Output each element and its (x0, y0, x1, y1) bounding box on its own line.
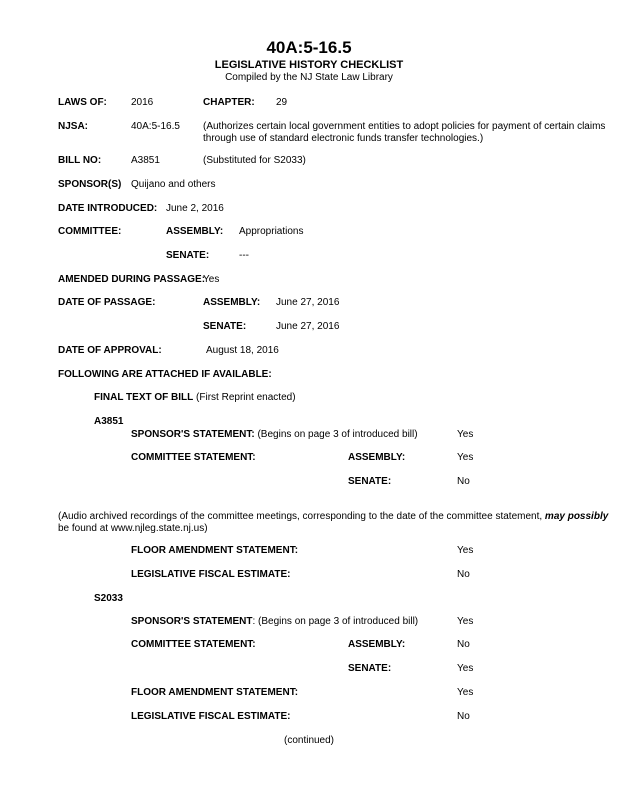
s2033-committee-statement-label: COMMITTEE STATEMENT: (131, 639, 256, 650)
bill-no-value: A3851 (131, 155, 160, 166)
s2033-senate-value: Yes (457, 663, 474, 674)
committee-senate-value: --- (239, 250, 249, 261)
a3851-fiscal-estimate-value: No (457, 569, 470, 580)
s2033-fiscal-estimate-value: No (457, 711, 470, 722)
njsa-description-line2: through use of standard electronic funds transfer technologies.) (203, 133, 484, 144)
page-title: 40A:5-16.5 (266, 38, 352, 57)
audio-note-text: (Audio archived recordings of the committee meetings, corresponding to the date of the committee statement, (58, 511, 545, 522)
a3851-assembly-label: ASSEMBLY: (348, 452, 406, 463)
a3851-senate-label: SENATE: (348, 476, 392, 487)
final-text-label: FINAL TEXT OF BILL (94, 392, 194, 403)
s2033-sponsor-statement-note: : (Begins on page 3 of introduced bill) (252, 616, 419, 627)
committee-assembly-label: ASSEMBLY: (166, 226, 224, 237)
a3851-sponsor-statement-label: SPONSOR'S STATEMENT: (131, 429, 255, 440)
passage-assembly-value: June 27, 2016 (276, 297, 340, 308)
amended-value: Yes (203, 274, 220, 285)
committee-label: COMMITTEE: (58, 226, 122, 237)
s2033-assembly-value: No (457, 639, 470, 650)
njsa-description-line1: (Authorizes certain local government entities to adopt policies for payment of certain claims (203, 121, 606, 132)
bill-no-label: BILL NO: (58, 155, 102, 166)
committee-assembly-value: Appropriations (239, 226, 304, 237)
audio-note-line1 (58, 511, 608, 523)
a3851-sponsor-statement-row (131, 429, 418, 441)
committee-senate-label: SENATE: (166, 250, 210, 261)
a3851-floor-amendment-label: FLOOR AMENDMENT STATEMENT: (131, 545, 299, 556)
passage-assembly-label: ASSEMBLY: (203, 297, 261, 308)
a3851-assembly-value: Yes (457, 452, 474, 463)
date-of-passage-label: DATE OF PASSAGE: (58, 297, 156, 308)
passage-senate-value: June 27, 2016 (276, 321, 340, 332)
chapter-label: CHAPTER: (203, 97, 255, 108)
s2033-sponsor-statement-label: SPONSOR'S STATEMENT (131, 616, 253, 627)
date-introduced-value: June 2, 2016 (166, 203, 224, 214)
final-text-row (94, 392, 296, 404)
a3851-committee-statement-label: COMMITTEE STATEMENT: (131, 452, 256, 463)
sponsors-value: Quijano and others (131, 179, 216, 190)
s2033-sponsor-statement-value: Yes (457, 616, 474, 627)
laws-of-value: 2016 (131, 97, 154, 108)
s2033-fiscal-estimate-label: LEGISLATIVE FISCAL ESTIMATE: (131, 711, 291, 722)
amended-label: AMENDED DURING PASSAGE: (58, 274, 206, 285)
a3851-sponsor-statement-value: Yes (457, 429, 474, 440)
s2033-floor-amendment-value: Yes (457, 687, 474, 698)
s2033-sponsor-statement-row (131, 616, 418, 628)
audio-note-emphasis: may possibly (544, 511, 609, 522)
bill-no-note: (Substituted for S2033) (203, 155, 306, 166)
sponsors-label: SPONSOR(S) (58, 179, 122, 190)
final-text-note: (First Reprint enacted) (196, 392, 296, 403)
a3851-senate-value: No (457, 476, 470, 487)
laws-of-label: LAWS OF: (58, 97, 107, 108)
a3851-fiscal-estimate-label: LEGISLATIVE FISCAL ESTIMATE: (131, 569, 291, 580)
a3851-floor-amendment-value: Yes (457, 545, 474, 556)
a3851-sponsor-statement-note: (Begins on page 3 of introduced bill) (257, 429, 418, 440)
s2033-label: S2033 (94, 593, 123, 604)
date-of-approval-label: DATE OF APPROVAL: (58, 345, 162, 356)
njsa-label: NJSA: (58, 121, 89, 132)
audio-note-line2: be found at www.njleg.state.nj.us) (58, 523, 208, 534)
chapter-value: 29 (276, 97, 288, 108)
date-introduced-label: DATE INTRODUCED: (58, 203, 158, 214)
njsa-value: 40A:5-16.5 (131, 121, 180, 132)
s2033-floor-amendment-label: FLOOR AMENDMENT STATEMENT: (131, 687, 299, 698)
compiled-by: Compiled by the NJ State Law Library (225, 72, 393, 83)
a3851-label: A3851 (94, 416, 124, 427)
continued-note: (continued) (283, 735, 335, 746)
passage-senate-label: SENATE: (203, 321, 247, 332)
s2033-senate-label: SENATE: (348, 663, 392, 674)
checklist-title: LEGISLATIVE HISTORY CHECKLIST (214, 59, 404, 71)
following-attached-label: FOLLOWING ARE ATTACHED IF AVAILABLE: (58, 369, 272, 380)
date-of-approval-value: August 18, 2016 (206, 345, 279, 356)
s2033-assembly-label: ASSEMBLY: (348, 639, 406, 650)
